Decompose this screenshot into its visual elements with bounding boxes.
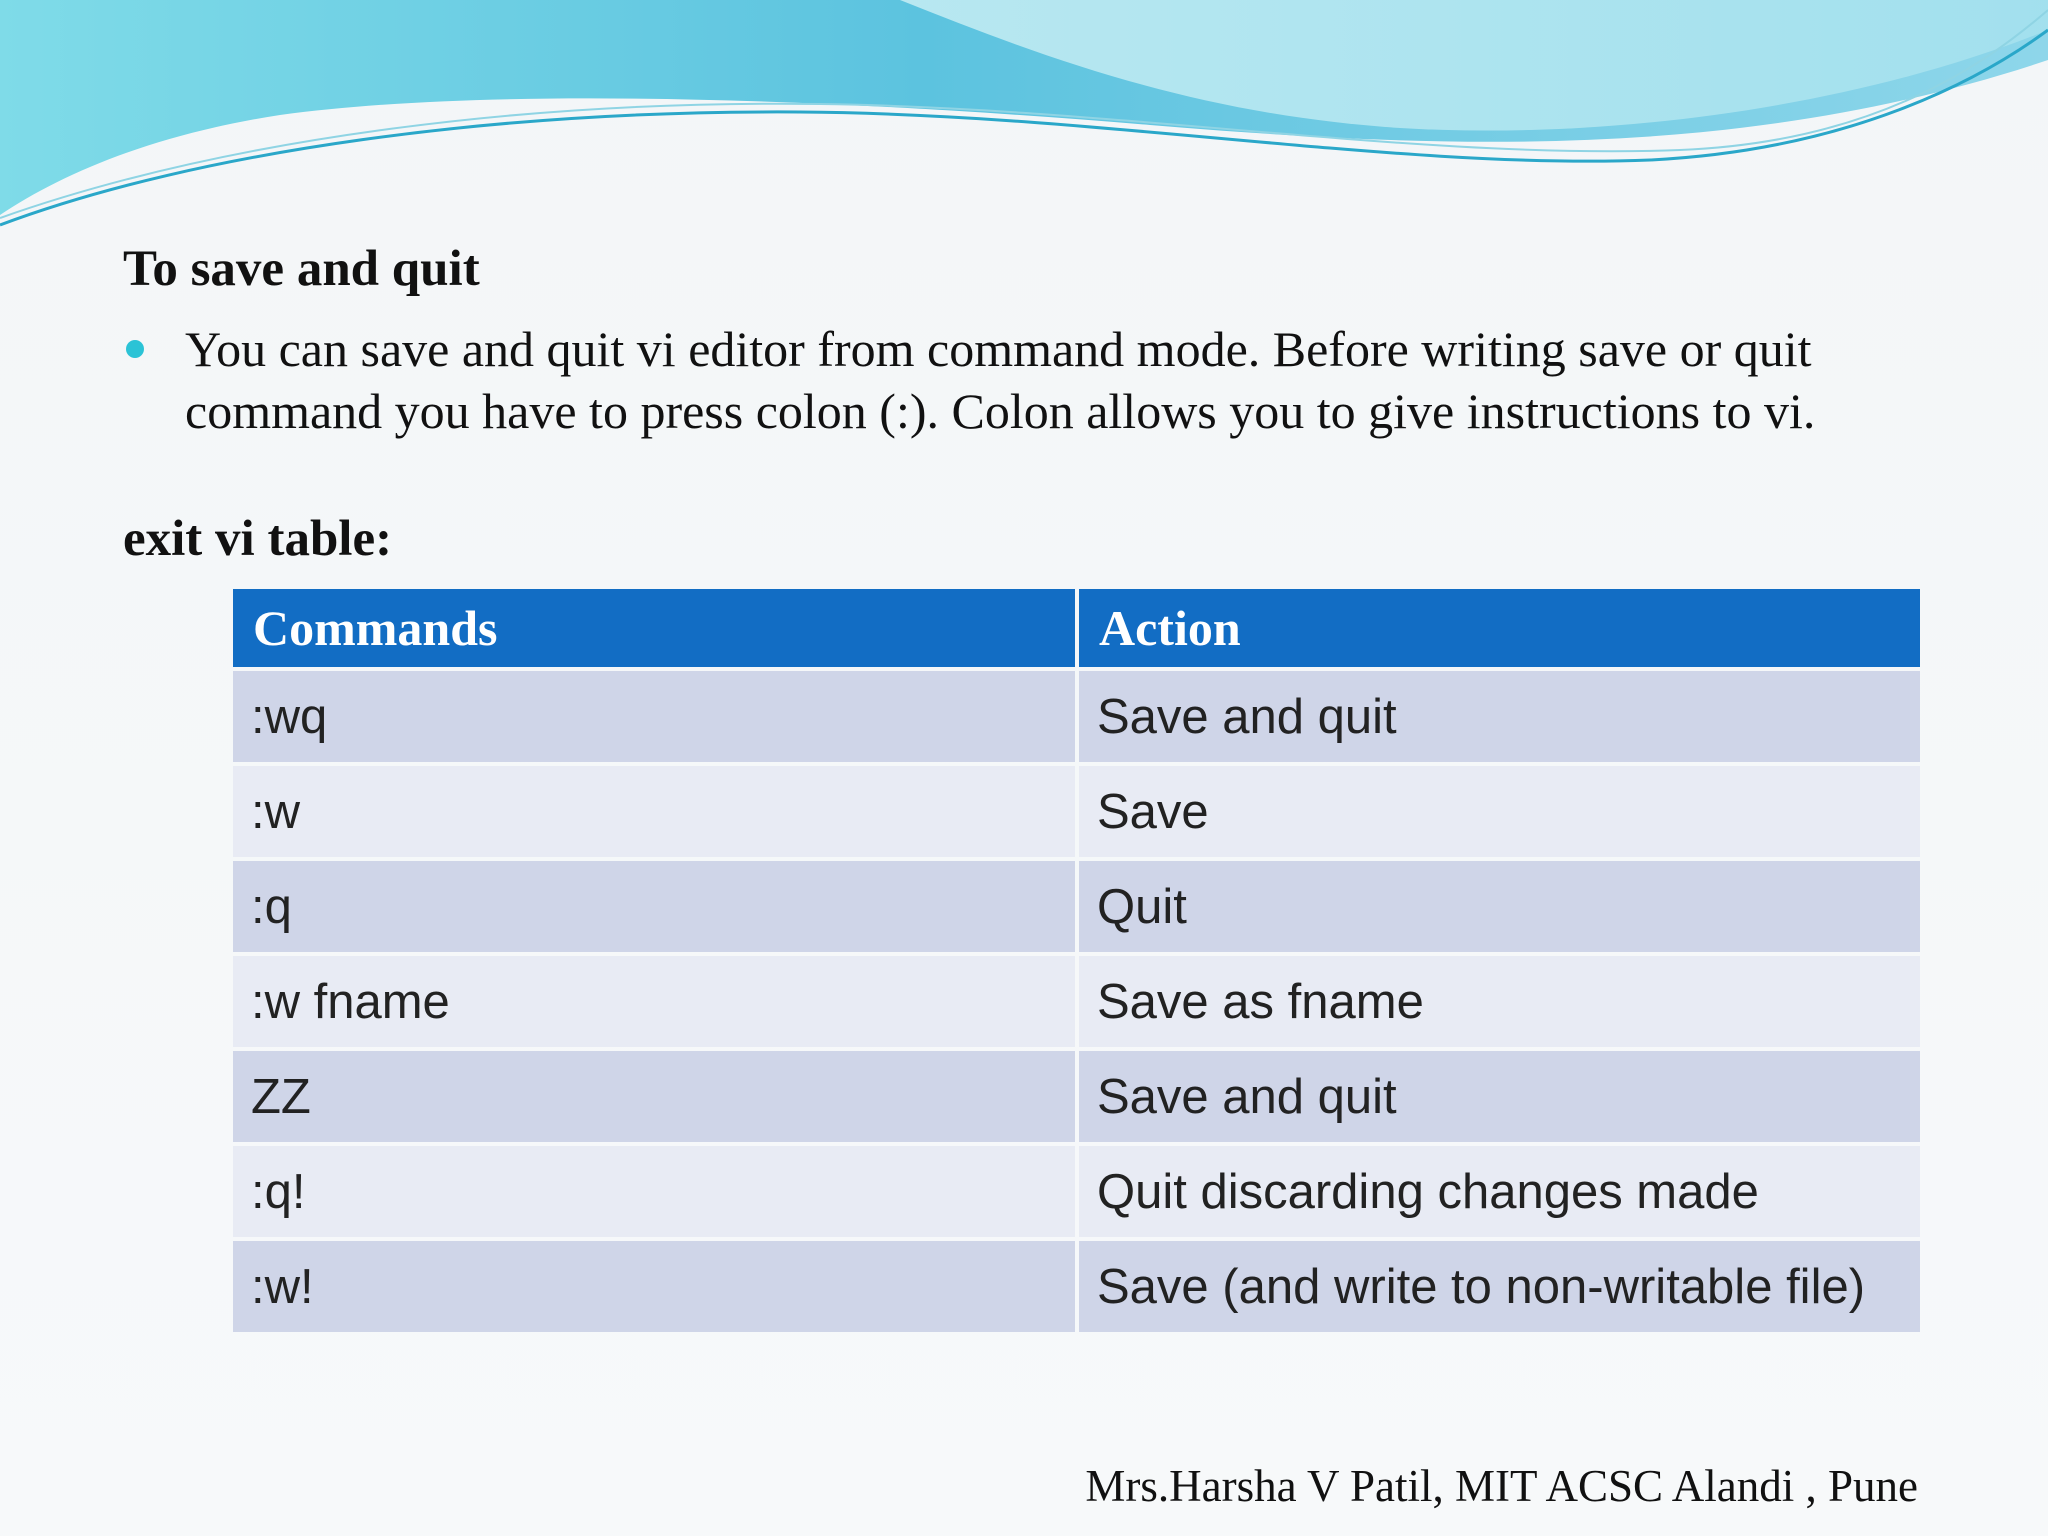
action-cell: Save [1079,766,1920,857]
action-cell: Save and quit [1079,671,1920,762]
action-cell: Save and quit [1079,1051,1920,1142]
table-row [233,671,1920,762]
command-cell: :w! [233,1241,1075,1332]
table-header-row [233,589,1920,667]
command-cell: :wq [233,671,1075,762]
table-row [233,1241,1920,1332]
table-row [233,1051,1920,1142]
command-cell: :w fname [233,956,1075,1047]
command-cell: ZZ [233,1051,1075,1142]
command-cell: :w [233,766,1075,857]
action-cell: Quit discarding changes made [1079,1146,1920,1237]
table-row [233,766,1920,857]
bullet-dot-icon [126,340,144,358]
command-cell: :q [233,861,1075,952]
header-wave-decoration [0,0,2048,240]
action-cell: Quit [1079,861,1920,952]
section-heading: To save and quit [123,241,480,297]
command-cell: :q! [233,1146,1075,1237]
header-action: Action [1079,589,1920,667]
table-row [233,956,1920,1047]
table-row [233,1146,1920,1237]
action-cell: Save (and write to non-writable file) [1079,1241,1920,1332]
table-heading: exit vi table: [123,511,393,567]
table-row [233,861,1920,952]
exit-vi-table [229,585,1924,1336]
footer-credit: Mrs.Harsha V Patil, MIT ACSC Alandi , Pune [1085,1461,1918,1511]
header-commands: Commands [233,589,1075,667]
action-cell: Save as fname [1079,956,1920,1047]
bullet-text: You can save and quit vi editor from command mode. Before writing save or quit command you have to press colon (:). Colon allows you to give instructions to vi. [185,321,1816,439]
